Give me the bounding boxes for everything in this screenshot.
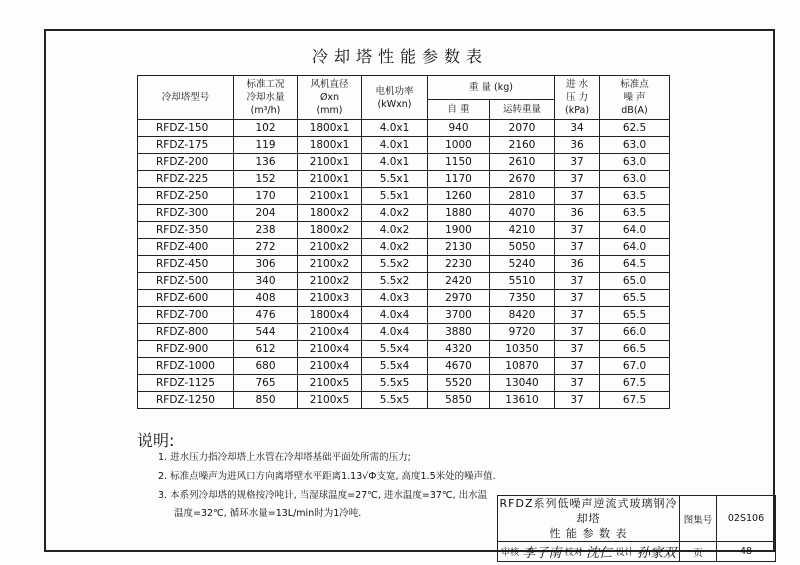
table-cell: RFDZ-1250 [138, 392, 234, 409]
table-cell: 5850 [428, 392, 490, 409]
table-row [138, 205, 670, 222]
table-cell: 3880 [428, 324, 490, 341]
table-cell: RFDZ-1125 [138, 375, 234, 392]
table-cell: 9720 [490, 324, 555, 341]
table-cell: 238 [234, 222, 298, 239]
table-cell: 2670 [490, 171, 555, 188]
table-cell: 10350 [490, 341, 555, 358]
table-cell: RFDZ-250 [138, 188, 234, 205]
table-cell: 37 [555, 290, 600, 307]
table-cell: 4.0x1 [362, 154, 428, 171]
table-cell: 65.5 [600, 307, 670, 324]
table-cell: 37 [555, 188, 600, 205]
table-cell: 2070 [490, 120, 555, 137]
table-cell: 67.5 [600, 392, 670, 409]
header-motor-power: 电机功率 (kWxn) [362, 76, 428, 120]
table-cell: 63.0 [600, 137, 670, 154]
table-cell: 2970 [428, 290, 490, 307]
design-signature: 孙家双 [636, 546, 676, 561]
table-cell: 37 [555, 324, 600, 341]
table-cell: 10870 [490, 358, 555, 375]
table-cell: 5510 [490, 273, 555, 290]
table-cell: 204 [234, 205, 298, 222]
header-model: 冷却塔型号 [138, 76, 234, 120]
title-block-title: RFDZ系列低噪声逆流式玻璃钢冷却塔 性 能 参 数 表 [498, 496, 680, 542]
table-cell: 37 [555, 239, 600, 256]
table-row [138, 239, 670, 256]
table-cell: 408 [234, 290, 298, 307]
table-cell: 67.5 [600, 375, 670, 392]
table-cell: 1170 [428, 171, 490, 188]
table-cell: 1800x2 [298, 205, 362, 222]
table-cell: 8420 [490, 307, 555, 324]
table-cell: RFDZ-900 [138, 341, 234, 358]
table-cell: 340 [234, 273, 298, 290]
table-cell: 1800x4 [298, 307, 362, 324]
table-cell: 2610 [490, 154, 555, 171]
table-cell: 4.0x2 [362, 239, 428, 256]
table-row [138, 256, 670, 273]
table-cell: 4070 [490, 205, 555, 222]
table-cell: 2100x4 [298, 341, 362, 358]
table-row [138, 188, 670, 205]
title-block [497, 495, 776, 562]
table-cell: RFDZ-1000 [138, 358, 234, 375]
table-cell: 544 [234, 324, 298, 341]
table-cell: RFDZ-150 [138, 120, 234, 137]
table-cell: 7350 [490, 290, 555, 307]
table-cell: 37 [555, 375, 600, 392]
table-row [138, 358, 670, 375]
table-cell: 37 [555, 307, 600, 324]
table-cell: 2100x2 [298, 256, 362, 273]
table-cell: 4.0x1 [362, 120, 428, 137]
table-cell: 37 [555, 273, 600, 290]
table-cell: 170 [234, 188, 298, 205]
table-cell: 2130 [428, 239, 490, 256]
table-cell: 37 [555, 392, 600, 409]
table-cell: 62.5 [600, 120, 670, 137]
review-signature: 李子南 [522, 546, 562, 561]
table-cell: 63.5 [600, 205, 670, 222]
check-label: 校对 [564, 548, 583, 558]
table-cell: 1880 [428, 205, 490, 222]
table-cell: 102 [234, 120, 298, 137]
note-3: 3. 本系列冷却塔的规格按冷吨计, 当湿球温度=27℃, 进水温度=37℃, 出水温 [158, 490, 488, 501]
table-cell: RFDZ-500 [138, 273, 234, 290]
table-cell: 37 [555, 358, 600, 375]
table-row [138, 154, 670, 171]
table-cell: 136 [234, 154, 298, 171]
table-cell: 5.5x2 [362, 256, 428, 273]
table-cell: 4.0x1 [362, 137, 428, 154]
table-cell: RFDZ-800 [138, 324, 234, 341]
table-cell: 3700 [428, 307, 490, 324]
table-cell: 2100x4 [298, 324, 362, 341]
table-cell: 63.0 [600, 154, 670, 171]
table-cell: 1150 [428, 154, 490, 171]
table-cell: 5.5x5 [362, 392, 428, 409]
table-cell: 63.5 [600, 188, 670, 205]
page-title: 冷却塔性能参数表 [311, 47, 488, 66]
table-cell: 5.5x5 [362, 375, 428, 392]
table-cell: 37 [555, 171, 600, 188]
table-cell: 2100x2 [298, 239, 362, 256]
table-cell: 1900 [428, 222, 490, 239]
table-cell: 1000 [428, 137, 490, 154]
table-cell: 64.0 [600, 239, 670, 256]
note-3-continued: 温度=32℃, 循环水量=13L/min时为1冷吨. [174, 508, 362, 519]
table-cell: 5050 [490, 239, 555, 256]
table-cell: 37 [555, 341, 600, 358]
table-cell: 2100x5 [298, 375, 362, 392]
table-cell: 36 [555, 205, 600, 222]
table-cell: 65.0 [600, 273, 670, 290]
table-cell: 2100x1 [298, 171, 362, 188]
table-row [138, 290, 670, 307]
note-1: 1. 进水压力指冷却塔上水管在冷却塔基础平面处所需的压力; [158, 452, 411, 463]
table-cell: 64.5 [600, 256, 670, 273]
table-cell: 1260 [428, 188, 490, 205]
table-cell: 476 [234, 307, 298, 324]
header-weight: 重 量 (kg) [428, 76, 555, 100]
header-water-flow: 标准工况 冷却水量 (m³/h) [234, 76, 298, 120]
header-fan-diameter: 风机直径 Øxn (mm) [298, 76, 362, 120]
table-cell: 2100x3 [298, 290, 362, 307]
table-cell: 306 [234, 256, 298, 273]
table-cell: 4210 [490, 222, 555, 239]
performance-table [137, 75, 670, 409]
review-label: 审核 [501, 548, 520, 558]
table-cell: 4.0x2 [362, 205, 428, 222]
table-cell: RFDZ-700 [138, 307, 234, 324]
table-cell: 2100x1 [298, 188, 362, 205]
header-noise: 标准点 噪 声 dB(A) [600, 76, 670, 120]
table-cell: RFDZ-400 [138, 239, 234, 256]
atlas-label: 图集号 [680, 496, 717, 542]
table-cell: 4.0x2 [362, 222, 428, 239]
table-body [138, 120, 670, 409]
table-cell: 65.5 [600, 290, 670, 307]
table-cell: 5.5x4 [362, 358, 428, 375]
table-row [138, 375, 670, 392]
table-cell: 4320 [428, 341, 490, 358]
table-cell: 13040 [490, 375, 555, 392]
table-row [138, 273, 670, 290]
table-cell: 680 [234, 358, 298, 375]
table-cell: 5.5x1 [362, 171, 428, 188]
table-cell: 2100x1 [298, 154, 362, 171]
table-row [138, 137, 670, 154]
table-cell: RFDZ-450 [138, 256, 234, 273]
note-2: 2. 标准点噪声为进风口方向离塔壁水平距离1.13√Ф支宽, 高度1.5米处的噪声值. [158, 471, 496, 482]
table-cell: RFDZ-225 [138, 171, 234, 188]
table-cell: RFDZ-600 [138, 290, 234, 307]
header-operating-weight: 运转重量 [490, 100, 555, 120]
table-cell: 850 [234, 392, 298, 409]
page-number: 48 [717, 542, 776, 562]
header-inlet-pressure: 进 水 压 力 (kPa) [555, 76, 600, 120]
table-cell: 64.0 [600, 222, 670, 239]
table-row [138, 392, 670, 409]
table-cell: 2230 [428, 256, 490, 273]
table-cell: 5520 [428, 375, 490, 392]
table-cell: RFDZ-300 [138, 205, 234, 222]
table-cell: 1800x2 [298, 222, 362, 239]
table-cell: 4.0x4 [362, 324, 428, 341]
table-cell: 67.0 [600, 358, 670, 375]
table-row [138, 120, 670, 137]
table-cell: 940 [428, 120, 490, 137]
table-row [138, 324, 670, 341]
notes-heading: 说明: [137, 431, 175, 450]
header-dry-weight: 自 重 [428, 100, 490, 120]
table-cell: 119 [234, 137, 298, 154]
table-cell: 612 [234, 341, 298, 358]
table-cell: 2100x4 [298, 358, 362, 375]
table-cell: 66.5 [600, 341, 670, 358]
table-cell: 5.5x1 [362, 188, 428, 205]
table-cell: 4670 [428, 358, 490, 375]
table-row [138, 171, 670, 188]
table-cell: 5.5x4 [362, 341, 428, 358]
table-cell: RFDZ-350 [138, 222, 234, 239]
table-cell: 2100x5 [298, 392, 362, 409]
table-cell: 2160 [490, 137, 555, 154]
signature-row [498, 542, 680, 562]
table-cell: 152 [234, 171, 298, 188]
table-cell: 1800x1 [298, 137, 362, 154]
table-cell: 765 [234, 375, 298, 392]
table-cell: 13610 [490, 392, 555, 409]
table-cell: 63.0 [600, 171, 670, 188]
check-signature: 沈仁 [586, 546, 613, 561]
design-label: 设计 [615, 548, 634, 558]
table-cell: 37 [555, 222, 600, 239]
table-cell: 37 [555, 154, 600, 171]
table-cell: 2420 [428, 273, 490, 290]
table-cell: 5240 [490, 256, 555, 273]
table-cell: 4.0x3 [362, 290, 428, 307]
table-cell: 36 [555, 256, 600, 273]
table-cell: 5.5x2 [362, 273, 428, 290]
table-row [138, 307, 670, 324]
table-row [138, 222, 670, 239]
table-cell: 1800x1 [298, 120, 362, 137]
table-cell: 2100x2 [298, 273, 362, 290]
page-label: 页 [680, 542, 717, 562]
table-cell: RFDZ-200 [138, 154, 234, 171]
table-cell: 36 [555, 137, 600, 154]
table-cell: 272 [234, 239, 298, 256]
table-cell: 66.0 [600, 324, 670, 341]
atlas-number: 02S106 [717, 496, 776, 542]
table-cell: 4.0x4 [362, 307, 428, 324]
table-row [138, 341, 670, 358]
table-cell: 34 [555, 120, 600, 137]
table-cell: RFDZ-175 [138, 137, 234, 154]
table-cell: 2810 [490, 188, 555, 205]
